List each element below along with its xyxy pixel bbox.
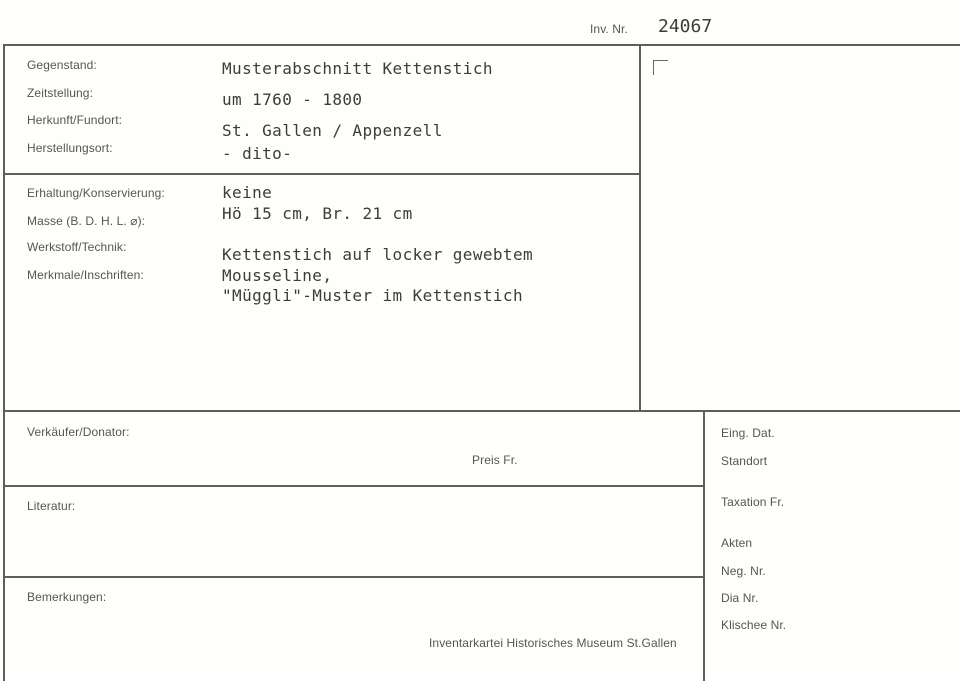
- label-verkaeufer: Verkäufer/Donator:: [27, 425, 130, 439]
- label-bemerkungen: Bemerkungen:: [27, 590, 107, 604]
- value-werkstoff-line2: Mousseline,: [222, 266, 333, 285]
- label-neg-nr: Neg. Nr.: [721, 564, 766, 578]
- label-herkunft: Herkunft/Fundort:: [27, 113, 123, 127]
- label-zeitstellung: Zeitstellung:: [27, 86, 93, 100]
- label-akten: Akten: [721, 536, 753, 550]
- inv-number-label: Inv. Nr.: [590, 22, 628, 36]
- label-dia-nr: Dia Nr.: [721, 591, 759, 605]
- rule-top: [3, 44, 960, 46]
- rule-middle: [3, 410, 960, 412]
- label-herstellungsort: Herstellungsort:: [27, 141, 113, 155]
- photo-corner-mark: [653, 60, 668, 75]
- inv-number-value: 24067: [658, 16, 713, 37]
- rule-section1: [3, 173, 640, 175]
- label-gegenstand: Gegenstand:: [27, 58, 97, 72]
- value-masse: Hö 15 cm, Br. 21 cm: [222, 204, 413, 223]
- value-herkunft: St. Gallen / Appenzell: [222, 121, 443, 140]
- rule-lower2: [3, 576, 704, 578]
- label-klischee-nr: Klischee Nr.: [721, 618, 787, 632]
- rule-lower1: [3, 485, 704, 487]
- label-merkmale: Merkmale/Inschriften:: [27, 268, 144, 282]
- label-erhaltung: Erhaltung/Konservierung:: [27, 186, 165, 200]
- value-gegenstand: Musterabschnitt Kettenstich: [222, 59, 493, 78]
- label-preis: Preis Fr.: [472, 453, 518, 467]
- label-literatur: Literatur:: [27, 499, 76, 513]
- value-werkstoff-line1: Kettenstich auf locker gewebtem: [222, 245, 534, 264]
- rule-vertical-upper: [639, 44, 641, 411]
- rule-vertical-lower: [703, 410, 705, 681]
- value-werkstoff-line3: "Müggli"-Muster im Kettenstich: [222, 286, 523, 305]
- label-standort: Standort: [721, 454, 768, 468]
- label-eing-dat: Eing. Dat.: [721, 426, 775, 440]
- label-masse: Masse (B. D. H. L. ⌀):: [27, 214, 146, 228]
- label-taxation: Taxation Fr.: [721, 495, 785, 509]
- value-herstellungsort: - dito-: [222, 144, 293, 163]
- rule-left: [3, 44, 5, 681]
- card-footer: Inventarkartei Historisches Museum St.Gallen: [429, 636, 677, 650]
- value-erhaltung: keine: [222, 183, 273, 202]
- label-werkstoff: Werkstoff/Technik:: [27, 240, 127, 254]
- value-zeitstellung: um 1760 - 1800: [222, 90, 363, 109]
